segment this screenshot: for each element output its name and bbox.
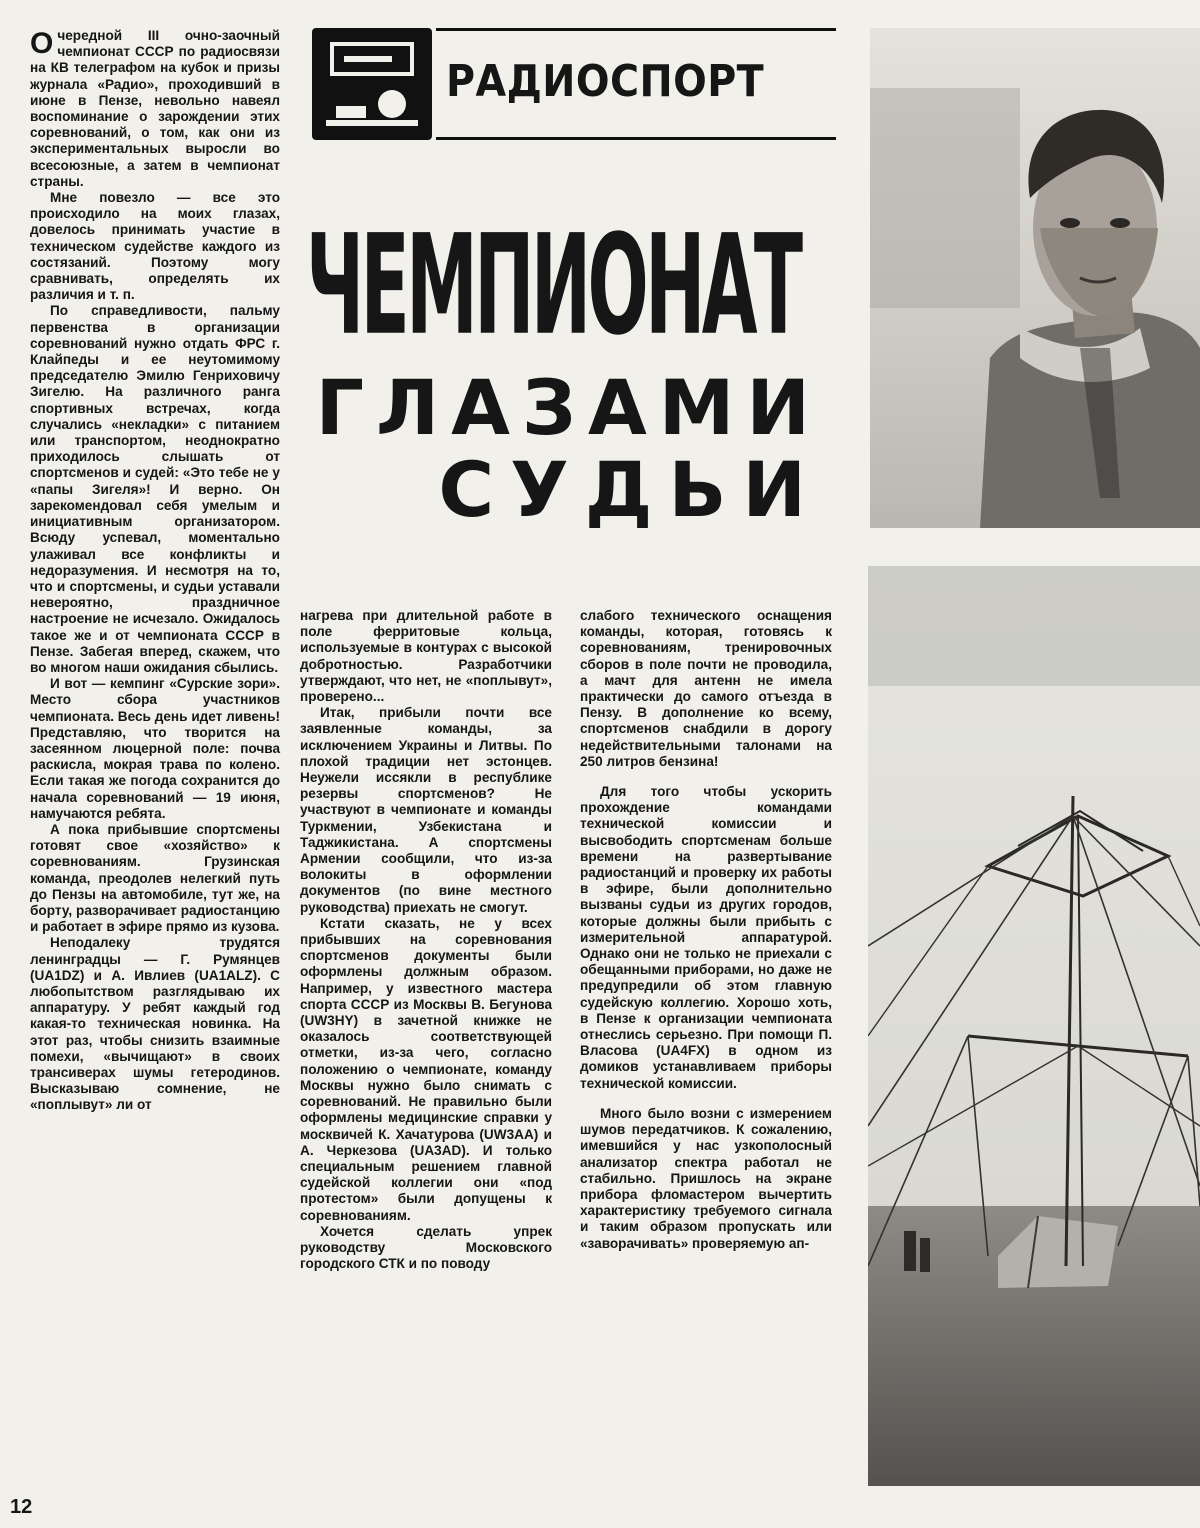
paragraph-text: чередной III очно-заочный чемпионат СССР по радиосвязи на КВ телеграфом на кубок и призы журнала «Радио», проходивший в июне в Пензе, невольно навеял воспоминание о зарождении этих соревнований, о том, как они из экспериментальных выросли во всесоюзные, а затем в чемпионат страны. — [30, 28, 280, 189]
dropcap: О — [30, 27, 54, 60]
radio-knob-icon — [378, 90, 406, 118]
headline-line-2: ГЛАЗАМИ — [315, 363, 822, 452]
paragraph: Неподалеку трудятся ленинградцы — Г. Румянцев (UA1DZ) и А. Ивлиев (UA1ALZ). С любопытством разглядываю их аппаратуру. У ребят каждый год какая-то техническая новинка. На этот раз, чтобы снизить взаимные помехи, «вычищают» в своих трансиверах шумы гетеродинов. Высказываю сомнение, не «поплывут» ли от — [30, 935, 280, 1113]
title-rule-top — [436, 28, 836, 31]
radio-key-icon — [336, 106, 366, 118]
title-rule-bottom — [436, 137, 836, 140]
radiosport-logo — [312, 28, 432, 140]
paragraph: нагрева при длительной работе в поле ферритовые кольца, используемые в контурах с высокой добротностью. Разработчики утверждают, что нет, не «поплывут», проверено... — [300, 608, 552, 705]
headline-line-1: ЧЕМПИОНАТ — [306, 206, 800, 367]
paragraph: А пока прибывшие спортсмены готовят свое «хозяйство» к соревнованиям. Грузинская команда, преодолев нелегкий путь до Пензы на автомобиле, тут же, на борту, разворачивает радиостанцию и работает в эфире прямо из кузова. — [30, 821, 280, 935]
paragraph: По справедливости, пальму первенства в организации соревнований нужно отдать ФРС г. Клайпеды и ее неутомимому председателю Эмилю Генриховичу Зигелю. На различного ранга спортивных встречах, когда случались «некладки» с питанием или транспортом, неоднократно приходилось слышать от спортсменов и судей: «Это тебе не у «папы Зигеля»! И верно. Он зарекомендовал себя умелым и инициативным организатором. Всюду успевал, моментально улаживал все конфликты и недоразумения. И несмотря на то, что и спортсмены, и судьи уставали невероятно, праздничное настроение не исчезало. Ожидалось такое же и от чемпионата СССР в Пензе. Забегая вперед, скажем, что во многом наши ожидания сбылись. — [30, 303, 280, 675]
article-column-1 — [30, 28, 280, 1114]
radio-screen-icon — [330, 42, 414, 76]
paragraph: Мне повезло — все это происходило на моих глазах, довелось принимать участие в техническом судействе каждого из состязаний. Поэтому могу сравнивать, определять их различия и т. п. — [30, 190, 280, 303]
article-column-3 — [580, 608, 832, 1252]
portrait-photo — [870, 28, 1200, 528]
antenna-field-photo — [868, 566, 1200, 1486]
article-column-2 — [300, 608, 552, 1272]
page-number: 12 — [10, 1496, 33, 1518]
paragraph: И вот — кемпинг «Сурские зори». Место сбора участников чемпионата. Весь день идет ливень! Представляю, что творится на засеянном люцерной поле: почва раскисла, мокрая трава по колено. Если такая же погода сохранится до начала соревнований — 19 июня, намучаются ребята. — [30, 676, 280, 821]
paragraph: слабого технического оснащения команды, которая, готовясь к соревнованиям, тренировочных сборов в поле почти не проводила, а мачт для антенн не имела практически до самого отъезда в Пензу. В дополнение ко всему, спортсменов снабдили в дорогу недействительными талонами на 250 литров бензина! — [580, 608, 832, 769]
paragraph: Много было возни с измерением шумов передатчиков. К сожалению, имевшийся у нас узкополосный анализатор спектра работал не стабильно. Пришлось на экране прибора фломастером вычертить характеристику требуемого сигнала и таким образом пропускать или «заворачивать» проверяемую ап- — [580, 1105, 832, 1251]
paragraph: Кстати сказать, не у всех прибывших на соревнования спортсменов документы были оформлены должным образом. Например, у известного мастера спорта СССР из Москвы В. Бегунова (UW3HY) в зачетной книжке не оказалось соответствующей отметки, из-за чего, согласно положению о чемпионате, команду Москвы нужно было снимать с соревнований. Не правильно были оформлены медицинские справки у москвичей К. Хачатурова (UW3AA) и А. Черкезова (UA3AD). И только специальным решением главной судейской коллегии они «под протестом» были допущены к соревнованиям. — [300, 915, 552, 1223]
logo-base-line — [326, 120, 418, 126]
paragraph: Итак, прибыли почти все заявленные команды, за исключением Украины и Литвы. По плохой традиции нет эстонцев. Неужели иссякли в республике резервы спортсменов? Не участвуют в чемпионате и команды Туркмении, Узбекистана и Таджикистана. А спортсмены Армении сообщили, что из-за волокиты в оформлении документов (по вине местного руководства) приехать не смогут. — [300, 705, 552, 915]
paragraph: Для того чтобы ускорить прохождение командами технической комиссии и высвободить спортсменам больше времени на развертывание радиостанций и проверку их работы в эфире, были дополнительно вызваны судьи из других городов, которые должны были прибыть с измерительной аппаратурой. Однако они не только не приехали с обещанными приборами, но даже не предупредили об этом главную судейскую коллегию. Хорошо хоть, в Пензе к организации чемпионата отнеслись серьезно. При помощи П. Власова (UA4FX) в одном из домиков устанавливаем приборы технической комиссии. — [580, 784, 832, 1091]
headline-line-3: СУДЬИ — [438, 445, 822, 534]
paragraph — [30, 28, 280, 190]
paragraph: Хочется сделать упрек руководству Московского городского СТК и по поводу — [300, 1223, 552, 1272]
section-title: РАДИОСПОРТ — [446, 56, 765, 107]
